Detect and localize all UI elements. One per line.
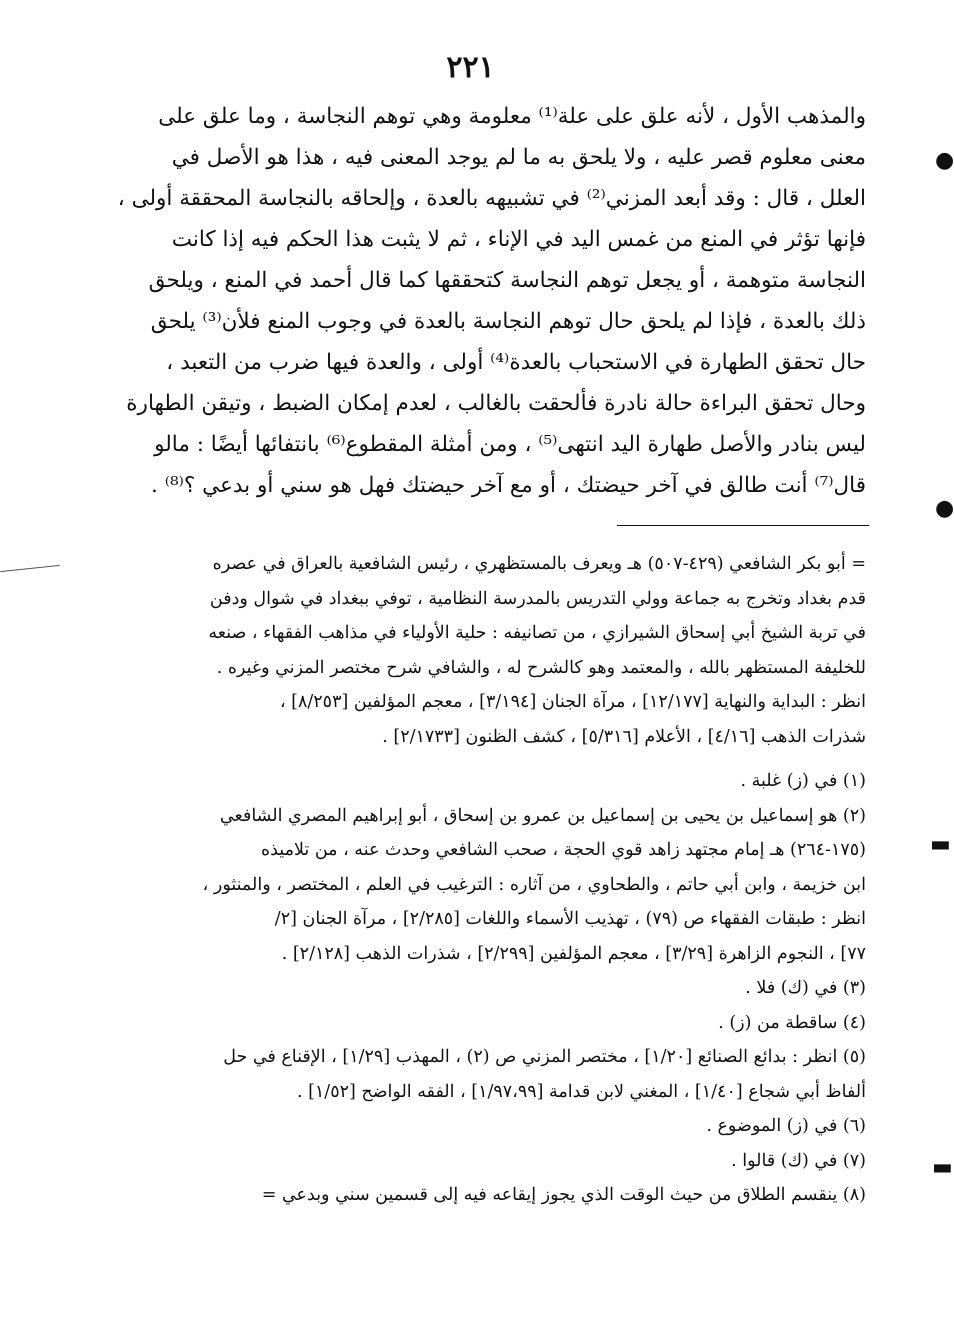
footnote-line: انظر : طبقات الفقهاء ص (٧٩) ، تهذيب الأسماء واللغات [٢/٢٨٥] ، مرآة الجنان [٢/ bbox=[274, 909, 866, 929]
footnotes bbox=[96, 547, 866, 1213]
footnote-line: (١٧٥-٢٦٤) هـ إمام مجتهد زاهد قوي الحجة ، صحب الشافعي وحدث عنه ، من تلاميذه bbox=[260, 840, 866, 860]
scan-edge-mark: ● bbox=[935, 496, 954, 521]
footnote-line: شذرات الذهب [٤/١٦] ، الأعلام [٥/٣١٦] ، كشف الظنون [٢/١٧٣٣] . bbox=[382, 726, 866, 747]
footnote-line: (٣) في (ك) فلا . bbox=[745, 978, 866, 998]
footnote-line: (٦) في (ز) الموضوع . bbox=[706, 1116, 866, 1136]
main-text-line: والمذهب الأول ، لأنه علق على علة⁽¹⁾ معلومة وهي توهم النجاسة ، وما علق على bbox=[158, 104, 866, 129]
footnote-line: ابن خزيمة ، وابن أبي حاتم ، والطحاوي ، من آثاره : الترغيب في العلم ، المختصر ، والمنثور ، bbox=[202, 874, 866, 895]
footnote-separator-rule bbox=[617, 525, 869, 526]
footnote-line: (٧) في (ك) قالوا . bbox=[731, 1150, 866, 1171]
main-text-line: العلل ، قال : وقد أبعد المزني⁽²⁾ في تشبيهه بالعدة ، وإلحاقه بالنجاسة المحققة أولى ، bbox=[117, 186, 866, 211]
main-text-line: فإنها تؤثر في المنع من غمس اليد في الإناء ، ثم لا يثبت هذا الحكم فيه إذا كانت bbox=[171, 227, 866, 252]
main-text-line: النجاسة متوهمة ، أو يجعل توهم النجاسة كتحققها كما قال أحمد في المنع ، ويلحق bbox=[148, 268, 866, 293]
main-text-line: وحال تحقق البراءة حالة نادرة فألحقت بالغالب ، لعدم إمكان الضبط ، وتيقن الطهارة bbox=[126, 391, 866, 416]
footnote-continued-references bbox=[96, 685, 866, 754]
footnote-line: قدم بغداد وتخرج به جماعة وولي التدريس بالمدرسة النظامية ، توفي ببغداد في شوال ودفن bbox=[209, 588, 866, 609]
footnote-2 bbox=[96, 799, 866, 972]
scan-edge-mark: ▬ bbox=[930, 832, 951, 857]
footnote-line: للخليفة المستظهر بالله ، والمعتمد وهو كالشرح له ، والشافي شرح مختصر المزني وغيره . bbox=[216, 657, 866, 678]
footnote-line: ألفاظ أبي شجاع [١/٤٠] ، المغني لابن قدامة [١/٩٧،٩٩] ، الفقه الواضح [١/٥٢] . bbox=[296, 1081, 866, 1102]
footnote-line: (٥) انظر : بدائع الصنائع [١/٢٠] ، مختصر المزني ص (٢) ، المهذب [١/٢٩] ، الإقناع في حل bbox=[223, 1047, 866, 1067]
main-text-line: حال تحقق الطهارة في الاستحباب بالعدة⁽⁴⁾ أولى ، والعدة فيها ضرب من التعبد ، bbox=[166, 350, 866, 375]
footnote-4 bbox=[96, 1006, 866, 1041]
footnote-line: (١) في (ز) غلبة . bbox=[740, 771, 866, 791]
main-text-line: معنى معلوم قصر عليه ، ولا يلحق به ما لم يوجد المعنى فيه ، هذا هو الأصل في bbox=[171, 145, 866, 170]
footnote-1 bbox=[96, 764, 866, 799]
footnote-line: (٢) هو إسماعيل بن يحيى بن إسماعيل بن عمرو بن إسحاق ، أبو إبراهيم المصري الشافعي bbox=[219, 805, 866, 826]
main-text bbox=[96, 96, 866, 506]
footnote-continued-biography bbox=[96, 547, 866, 685]
scan-scratch-mark bbox=[0, 565, 60, 572]
footnote-3 bbox=[96, 971, 866, 1006]
footnote-7 bbox=[96, 1144, 866, 1179]
footnote-6 bbox=[96, 1109, 866, 1144]
scan-edge-mark: ● bbox=[935, 148, 954, 173]
footnote-line: = أبو بكر الشافعي (٤٢٩-٥٠٧) هـ ويعرف بالمستظهري ، رئيس الشافعية بالعراق في عصره bbox=[212, 554, 866, 574]
footnote-line: (٨) ينقسم الطلاق من حيث الوقت الذي يجوز إيقاعه فيه إلى قسمين سني وبدعي = bbox=[261, 1185, 866, 1205]
footnote-line: في تربة الشيخ أبي إسحاق الشيرازي ، من تصانيفه : حلية الأولياء في مذاهب الفقهاء ، صنعه bbox=[208, 623, 866, 643]
footnote-5 bbox=[96, 1040, 866, 1109]
footnote-line: انظر : البداية والنهاية [١٢/١٧٧] ، مرآة الجنان [٣/١٩٤] ، معجم المؤلفين [٨/٢٥٣] ، bbox=[279, 692, 866, 712]
footnote-line: ٧٧] ، النجوم الزاهرة [٣/٢٩] ، معجم المؤلفين [٢/٢٩٩] ، شذرات الذهب [٢/١٢٨] . bbox=[281, 943, 866, 964]
scan-edge-mark: ▬ bbox=[932, 1155, 953, 1180]
main-text-line: قال⁽⁷⁾ أنت طالق في آخر حيضتك ، أو مع آخر حيضتك فهل هو سني أو بدعي ؟⁽⁸⁾ . bbox=[151, 473, 866, 498]
footnote-8 bbox=[96, 1178, 866, 1213]
footnote-line: (٤) ساقطة من (ز) . bbox=[718, 1012, 866, 1033]
page-number: ٢٢١ bbox=[446, 50, 495, 85]
main-text-line: ذلك بالعدة ، فإذا لم يلحق حال توهم النجاسة بالعدة في وجوب المنع فلأن⁽³⁾ يلحق bbox=[150, 309, 866, 334]
main-text-line: ليس بنادر والأصل طهارة اليد انتهى⁽⁵⁾ ، ومن أمثلة المقطوع⁽⁶⁾ بانتفائها أيضًا : مالو bbox=[154, 432, 866, 457]
